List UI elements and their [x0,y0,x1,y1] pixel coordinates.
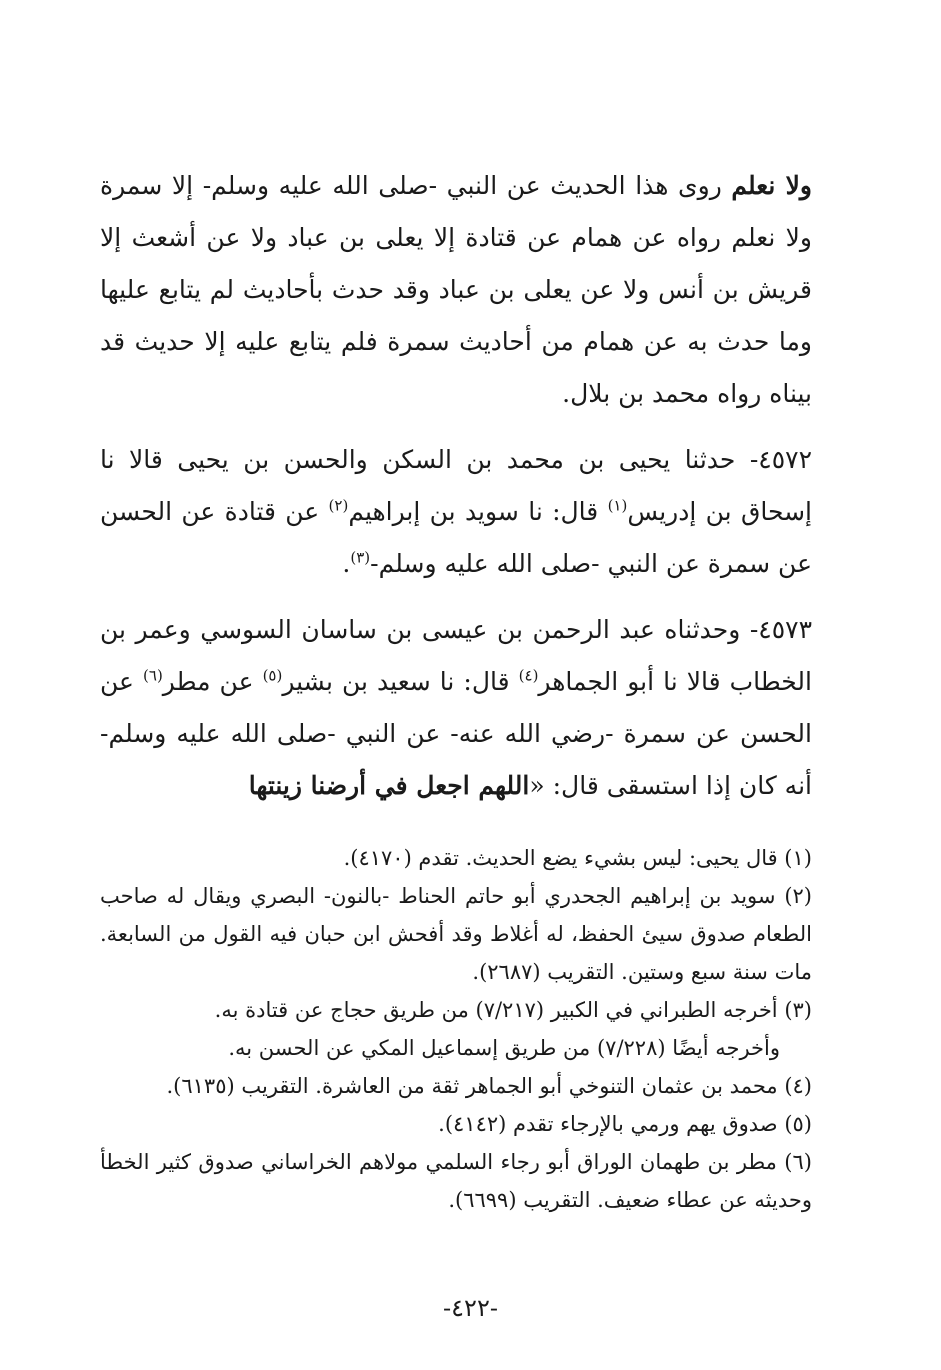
footnotes [100,839,812,1219]
hadith-4573 [100,604,812,812]
page-number: -٤٢٢- [443,1294,498,1322]
footnote-marker: (٤) [518,666,539,685]
footnote-marker: (١) [607,496,628,515]
footnote-4: (٤) محمد بن عثمان التنوخي أبو الجماهر ثقة من العاشرة. التقريب (٦١٣٥). [166,1074,812,1098]
hadith-text: ٤٥٧٢- حدثنا يحيى بن محمد بن السكن والحسن بن يحيى قالا نا إسحاق بن إدريس [100,445,812,526]
hadith-text: ٤٥٧٣- وحدثناه عبد الرحمن بن عيسى بن ساسان السوسي وعمر بن الخطاب قالا نا أبو الجماهر [100,615,812,696]
footnote-marker: (٢) [328,496,349,515]
bold-lead: ولا نعلم [731,171,812,200]
hadith-text: عن مطر [162,667,263,696]
hadith-text: عن قتادة عن الحسن عن سمرة عن النبي -صلى الله عليه وسلم- [100,497,812,578]
footnote-2: (٢) سويد بن إبراهيم الجحدري أبو حاتم الحناط -بالنون- البصري ويقال له صاحب الطعام صدوق سيئ الحفظ، له أغلاط وقد أفحش ابن حبان فيه القول من السابعة. مات سنة سبع وستين. التقريب (٢٦٨٧). [100,884,812,984]
hadith-text: قال: نا سعيد بن بشير [282,667,519,696]
hadith-4572 [100,434,812,590]
footnote-5: (٥) صدوق يهم ورمي بالإرجاء تقدم (٤١٤٢). [438,1112,812,1136]
footnote-marker: (٣) [350,548,371,567]
paragraph-text: روى هذا الحديث عن النبي -صلى الله عليه وسلم- إلا سمرة ولا نعلم رواه عن همام عن قتادة إلا يعلى بن عباد ولا عن أشعث إلا قريش بن أنس ولا عن يعلى بن عباد وقد حدث بأحاديث لم يتابع عليها وما حدث به عن همام من أحاديث سمرة فلم يتابع عليه إلا حديث قد بيناه رواه محمد بن بلال. [100,171,812,408]
supplication-text: اللهم اجعل في أرضنا زينتها [248,771,530,800]
page-content [100,160,812,1219]
footnote-3: (٣) أخرجه الطبراني في الكبير (٧/٢١٧) من طريق حجاج عن قتادة به. [214,998,812,1022]
footnote-marker: (٥) [262,666,283,685]
hadith-text: . [342,549,351,578]
paragraph-intro [100,160,812,420]
footnote-1: (١) قال يحيى: ليس بشيء يضع الحديث. تقدم (٤١٧٠). [343,846,812,870]
footnote-marker: (٦) [143,666,163,685]
footnote-3-continuation: وأخرجه أيضًا (٧/٢٢٨) من طريق إسماعيل المكي عن الحسن به. [228,1036,780,1060]
hadith-text: عن الحسن عن سمرة -رضي الله عنه- عن النبي -صلى الله عليه وسلم- أنه كان إذا استسقى قال: « [100,667,812,800]
hadith-text: قال: نا سويد بن إبراهيم [348,497,608,526]
footnote-6: (٦) مطر بن طهمان الوراق أبو رجاء السلمي مولاهم الخراساني صدوق كثير الخطأ وحديثه عن عطاء ضعيف. التقريب (٦٦٩٩). [100,1150,812,1212]
